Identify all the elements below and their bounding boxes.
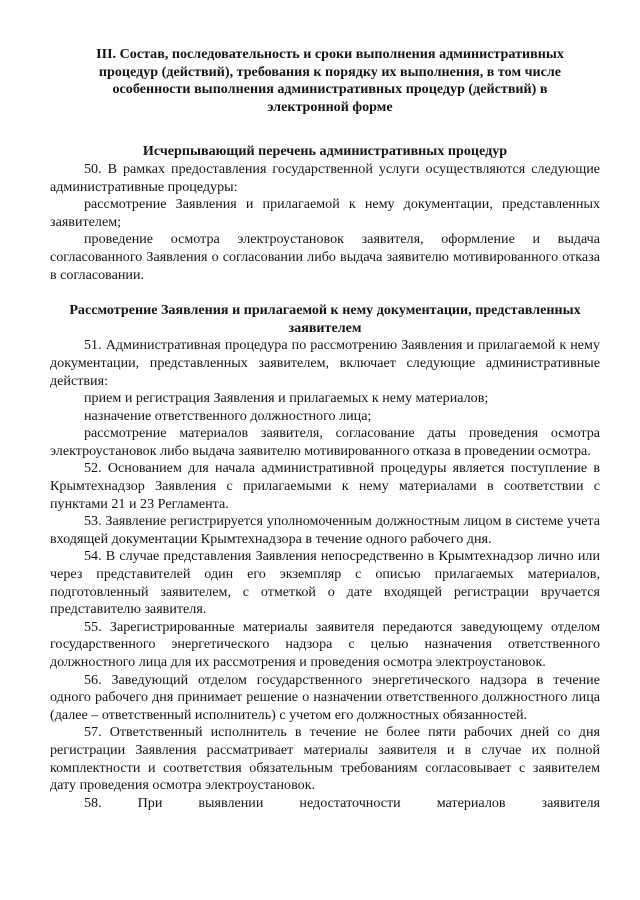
paragraph-58: 58. При выявлении недостаточности материалов заявителя — [84, 794, 600, 811]
paragraph-procedure-2: проведение осмотра электроустановок заявителя, оформление и выдача согласованного Заявления о согласовании либо выдача заявителю мотивированного отказа в согласовании. — [50, 231, 600, 283]
paragraph-procedure-1: рассмотрение Заявления и прилагаемой к нему документации, представленных заявителем; — [50, 196, 600, 230]
paragraph-50: 50. В рамках предоставления государственной услуги осуществляются следующие административные процедуры: — [50, 160, 600, 195]
paragraph-53: 53. Заявление регистрируется уполномоченным должностным лицом в системе учета входящей документации Крымтехнадзора в течение одного рабочего дня. — [50, 513, 600, 547]
spacer — [50, 116, 600, 143]
paragraph-55: 55. Зарегистрированные материалы заявителя передаются заведующему отделом государственного энергетического надзора с целью назначения ответственного должностного лица для их рассмотрения и проведения осмотра электроустановок. — [50, 618, 600, 670]
paragraph-action-1: прием и регистрация Заявления и прилагаемых к нему материалов; — [84, 390, 489, 407]
section-title: III. Состав, последовательность и сроки выполнения административных процедур (действий), требования к порядку их выполнения, в том числе особенности выполнения административных процедур (действий) в электронной форме — [96, 46, 564, 115]
paragraph-52: 52. Основанием для начала административной процедуры является поступление в Крымтехнадзор Заявления с прилагаемыми к нему материалами в соответствии с пунктами 21 и 23 Регламента. — [50, 460, 600, 512]
heading-procedures-list: Исчерпывающий перечень административных процедур — [142, 143, 508, 160]
spacer — [50, 284, 600, 302]
paragraph-57: 57. Ответственный исполнитель в течение не более пяти рабочих дней со дня регистрации Заявления рассматривает материалы заявителя и в случае их полной комплектности и соответствия обязательным требованиям согласовывает с заявителем дату проведения осмотра электроустановок. — [50, 724, 600, 794]
heading-application-review: Рассмотрение Заявления и прилагаемой к нему документации, представленных заявителем — [69, 302, 581, 336]
paragraph-action-3: рассмотрение материалов заявителя, согласование даты проведения осмотра электроустановок либо выдача заявителю мотивированного отказа в проведении осмотра. — [50, 425, 600, 459]
paragraph-action-2: назначение ответственного должностного лица; — [84, 407, 372, 424]
paragraph-54: 54. В случае представления Заявления непосредственно в Крымтехнадзор лично или через представителей один его экземпляр с описью прилагаемых материалов, подготовленный заявителем, с отметкой о дате входящей регистрации вручается представителю заявителя. — [50, 548, 600, 618]
paragraph-51: 51. Административная процедура по рассмотрению Заявления и прилагаемой к нему документации, представленных заявителем, включает следующие административные действия: — [50, 337, 600, 389]
paragraph-56: 56. Заведующий отделом государственного энергетического надзора в течение одного рабочего дня принимает решение о назначении ответственного должностного лица (далее – ответственный исполнитель) с учетом его должностных обязанностей. — [50, 671, 600, 723]
